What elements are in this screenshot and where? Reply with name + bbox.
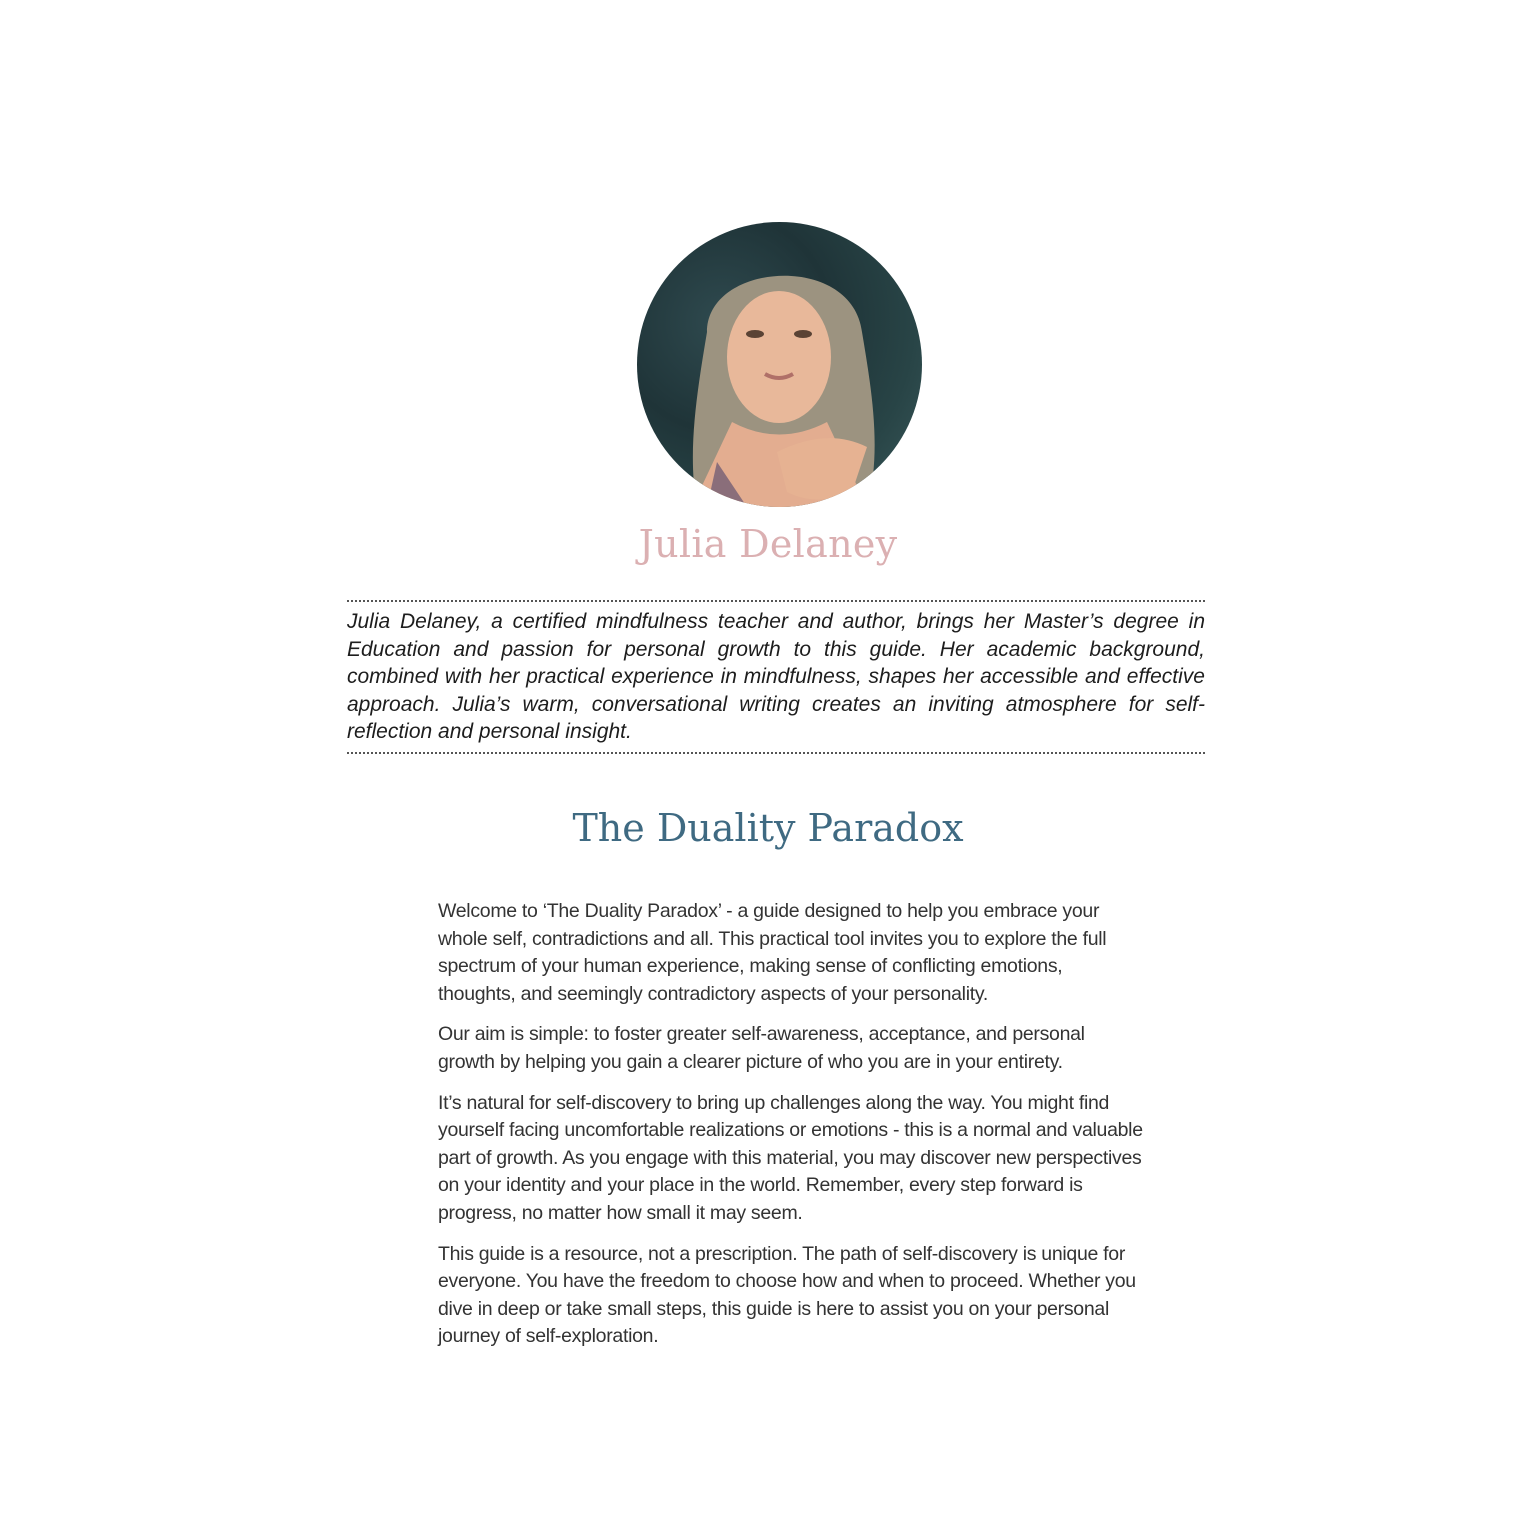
author-name: Julia Delaney	[638, 522, 898, 566]
intro-paragraph: It’s natural for self-discovery to bring up challenges along the way. You might find yourself facing uncomfortable realizations or emotions - this is a normal and valuable part of growth. As you engage with this material, you may discover new perspectives on your identity and your place in the world. Remember, every step forward is progress, no matter how small it may seem.	[438, 1091, 1143, 1224]
intro-paragraph: Our aim is simple: to foster greater self-awareness, acceptance, and personal growth by helping you gain a clearer picture of who you are in your entirety.	[438, 1023, 1085, 1073]
intro-paragraph: Welcome to ‘The Duality Paradox’ - a guide designed to help you embrace your whole self, contradictions and all. This practical tool invites you to explore the full spectrum of your human experience, making sense of conflicting emotions, thoughts, and seemingly contradictory aspects of your personality.	[438, 900, 1107, 1005]
intro-paragraph: This guide is a resource, not a prescription. The path of self-discovery is unique for everyone. You have the freedom to choose how and when to proceed. Whether you dive in deep or take small steps, this guide is here to assist you on your personal journey of self-exploration.	[438, 1242, 1136, 1348]
section-title: The Duality Paradox	[572, 806, 964, 850]
author-bio-box	[347, 600, 1205, 754]
author-bio: Julia Delaney, a certified mindfulness teacher and author, brings her Master’s degree in Education and passion for personal growth to this guide. Her academic background, combined with her practical experience in mindfulness, shapes her accessible and effective approach. Julia’s warm, conversational writing creates an inviting atmosphere for self-reflection and personal insight.	[347, 610, 1205, 743]
intro-body	[438, 898, 1143, 1364]
portrait-illustration	[637, 222, 922, 507]
author-photo	[637, 222, 922, 507]
